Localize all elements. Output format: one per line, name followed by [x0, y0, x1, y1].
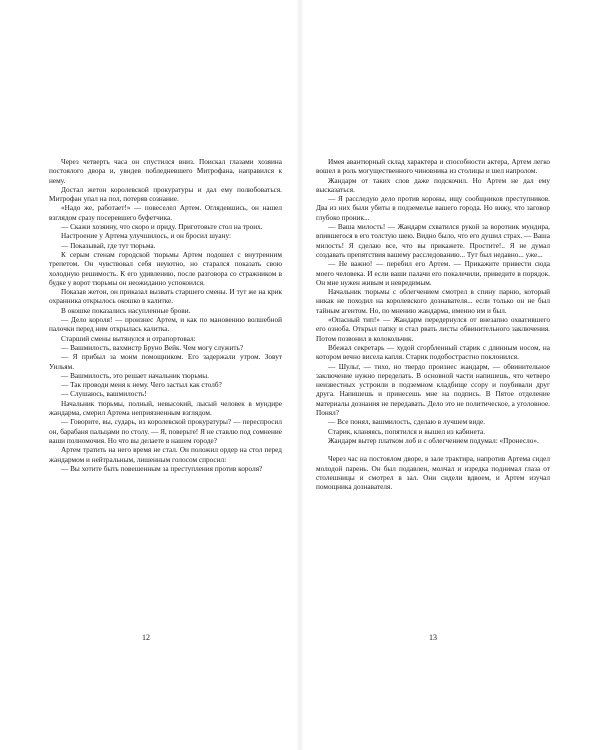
- paragraph: — Вашмилость, это решает начальник тюрьмы.: [61, 371, 209, 380]
- paragraph: Артем тратить на него время не стал. Он положил ордер на стол перед жандармом и нейтральным, лишенным голосом спросил:: [49, 446, 282, 464]
- paragraph: Через час на постоялом дворе, в зале трактира, напротив Артема сидел молодой парень. Он был подавлен, молчал и изредка поднимал глаза от столешницы и смотрел в зал. Они сидели вдвоем, и Артем изучал помощника дознавателя.: [316, 455, 550, 492]
- paragraph: Начальник тюрьмы, полный, невысокий, лысый человек в мундире жандарма, смерил Артема неприязненным взглядом.: [49, 399, 282, 418]
- paragraph: Достал жетон королевской прокуратуры и дал ему полюбоваться. Митрофан упал на пол, потеряв сознание.: [49, 185, 282, 204]
- page-number-right: 13: [429, 633, 437, 642]
- paragraph: Показав жетон, он приказал вызвать старшего смены. И тут же на крик охранника открылось окошко в калитке.: [49, 288, 282, 306]
- paragraph: Начальник тюрьмы с облегчением смотрел в спину парню, который никак не походил на королевского дознавателя... если только он не был тайным агентом. Но, по мнению жандарма, именно им и был.: [316, 288, 550, 315]
- paragraph: Старший смены вытянулся и отрапортовал:: [61, 334, 196, 343]
- paragraph: — Дело короля! — произнес Артем, и как по мановению волшебной палочки перед ним открылась калитка.: [49, 316, 282, 334]
- paragraph: — Не важно! — перебил его Артем. — Прикажите привести сюда моего человека. И если ваши палачи его покалечили, приведите в порядок. Он мне нужен живым и невредимым.: [316, 260, 550, 287]
- paragraph: — Так проводи меня к нему. Чего застыл как столб?: [61, 381, 222, 390]
- paragraph: — Шульг, — тихо, но твердо произнес жандарм, — обвинительное заключение нужно переделать. В основной части напишешь, что четверо неизвестных устроили в подземном кладбище ссору и поубивали друг друга. Напишешь и принесешь мне на подпись. В Пятое отделение материалы дознания не передавать. Дело это не политическое, а уголовное. Понял?: [316, 362, 550, 418]
- paragraph: — Слушаюсь, вашмилость!: [61, 390, 147, 399]
- paragraph: — Я прибыл за моим помощником. Его задержали утром. Зовут Уильям.: [49, 353, 282, 371]
- paragraph: — Говорите, вы, сударь, из королевской прокуратуры? — переспросил он, барабаня пальцами по столу. — Я, поверьте! Я не ставлю под сомнение ваши полномочия. Но что вы делаете в нашем городе?: [49, 418, 282, 445]
- paragraph: Через четверть часа он спустился вниз. Поискал глазами хозяина постоялого двора и, увидев побледневшего Митрофана, направился к нему.: [49, 158, 282, 185]
- paragraph: — Все понял, вашмилость, сделаю в лучшем виде.: [328, 418, 486, 427]
- paragraph: Вбежал секретарь — худой сгорбленный старик с длинным носом, на котором вечно висела капля. Старик подобострастно поклонился.: [316, 343, 550, 362]
- right-page-text: [316, 158, 550, 492]
- paragraph: Жандарм от таких слов даже подскочил. Но Артем не дал ему высказаться.: [316, 176, 550, 194]
- paragraph: «Надо же, работает!» — повеселел Артем. Оглядевшись, он нашел взглядом сразу посеревшего буфетчика.: [49, 204, 282, 222]
- paragraph: Настроение у Артема улучшилось, и он бросил шуану:: [61, 232, 232, 241]
- page-number-left: 12: [142, 633, 150, 642]
- paragraph: — Вашмилость, вахмистр Бруно Вейк. Чем могу служить?: [61, 343, 244, 352]
- paragraph: Имея авантюрный склад характера и способности актера, Артем легко вошел в роль могущественного чиновника из столицы и шел напролом.: [316, 158, 550, 176]
- paragraph: «Опасный тип!» — Жандарм передернулся от внезапно охватившего его озноба. Открыл папку и стал рвать листы обвинительного заключения. Потом позвонил в колокольчик.: [316, 316, 550, 343]
- paragraph: В окошке показались насупленные брови.: [61, 306, 191, 315]
- paragraph: — Ваша милость! — Жандарм схватился рукой за воротник мундира, впившегося в его толстую шею. Видно было, что его душил страх. — Ваша милость! Я сделаю все, что вы прикажете. Простите!.. Я не думал создавать препятствия вашему расследованию... Тут был недавно... уже...: [316, 223, 550, 259]
- paragraph: К серым стенам городской тюрьмы Артем подошел с внутренним трепетом. Он чувствовал себя неуютно, но старался показать свою холодную решимость. К его удивлению, после разговора со стражником в будке у ворот тюрьмы он неожиданно успокоился.: [49, 250, 282, 287]
- paragraph: — Я расследую дело против короны, ищу сообщников преступников. Два из них были убиты в подземелье вашего города. Но вижу, что заговор глубоко проник...: [316, 195, 550, 222]
- paragraph: — Вы хотите быть повешенным за преступления против короля?: [61, 464, 263, 473]
- paragraph: Старик, кланяясь, попятился и вышел из кабинета.: [328, 427, 486, 436]
- paragraph: Жандарм вытер платком лоб и с облегчением подумал: «Пронесло».: [328, 436, 539, 445]
- paragraph: — Скажи хозяину, что скоро и приду. Приготовьте стол на троих.: [61, 223, 263, 232]
- left-page-text: [49, 158, 282, 474]
- paragraph: — Показывай, где тут тюрьма.: [61, 241, 156, 250]
